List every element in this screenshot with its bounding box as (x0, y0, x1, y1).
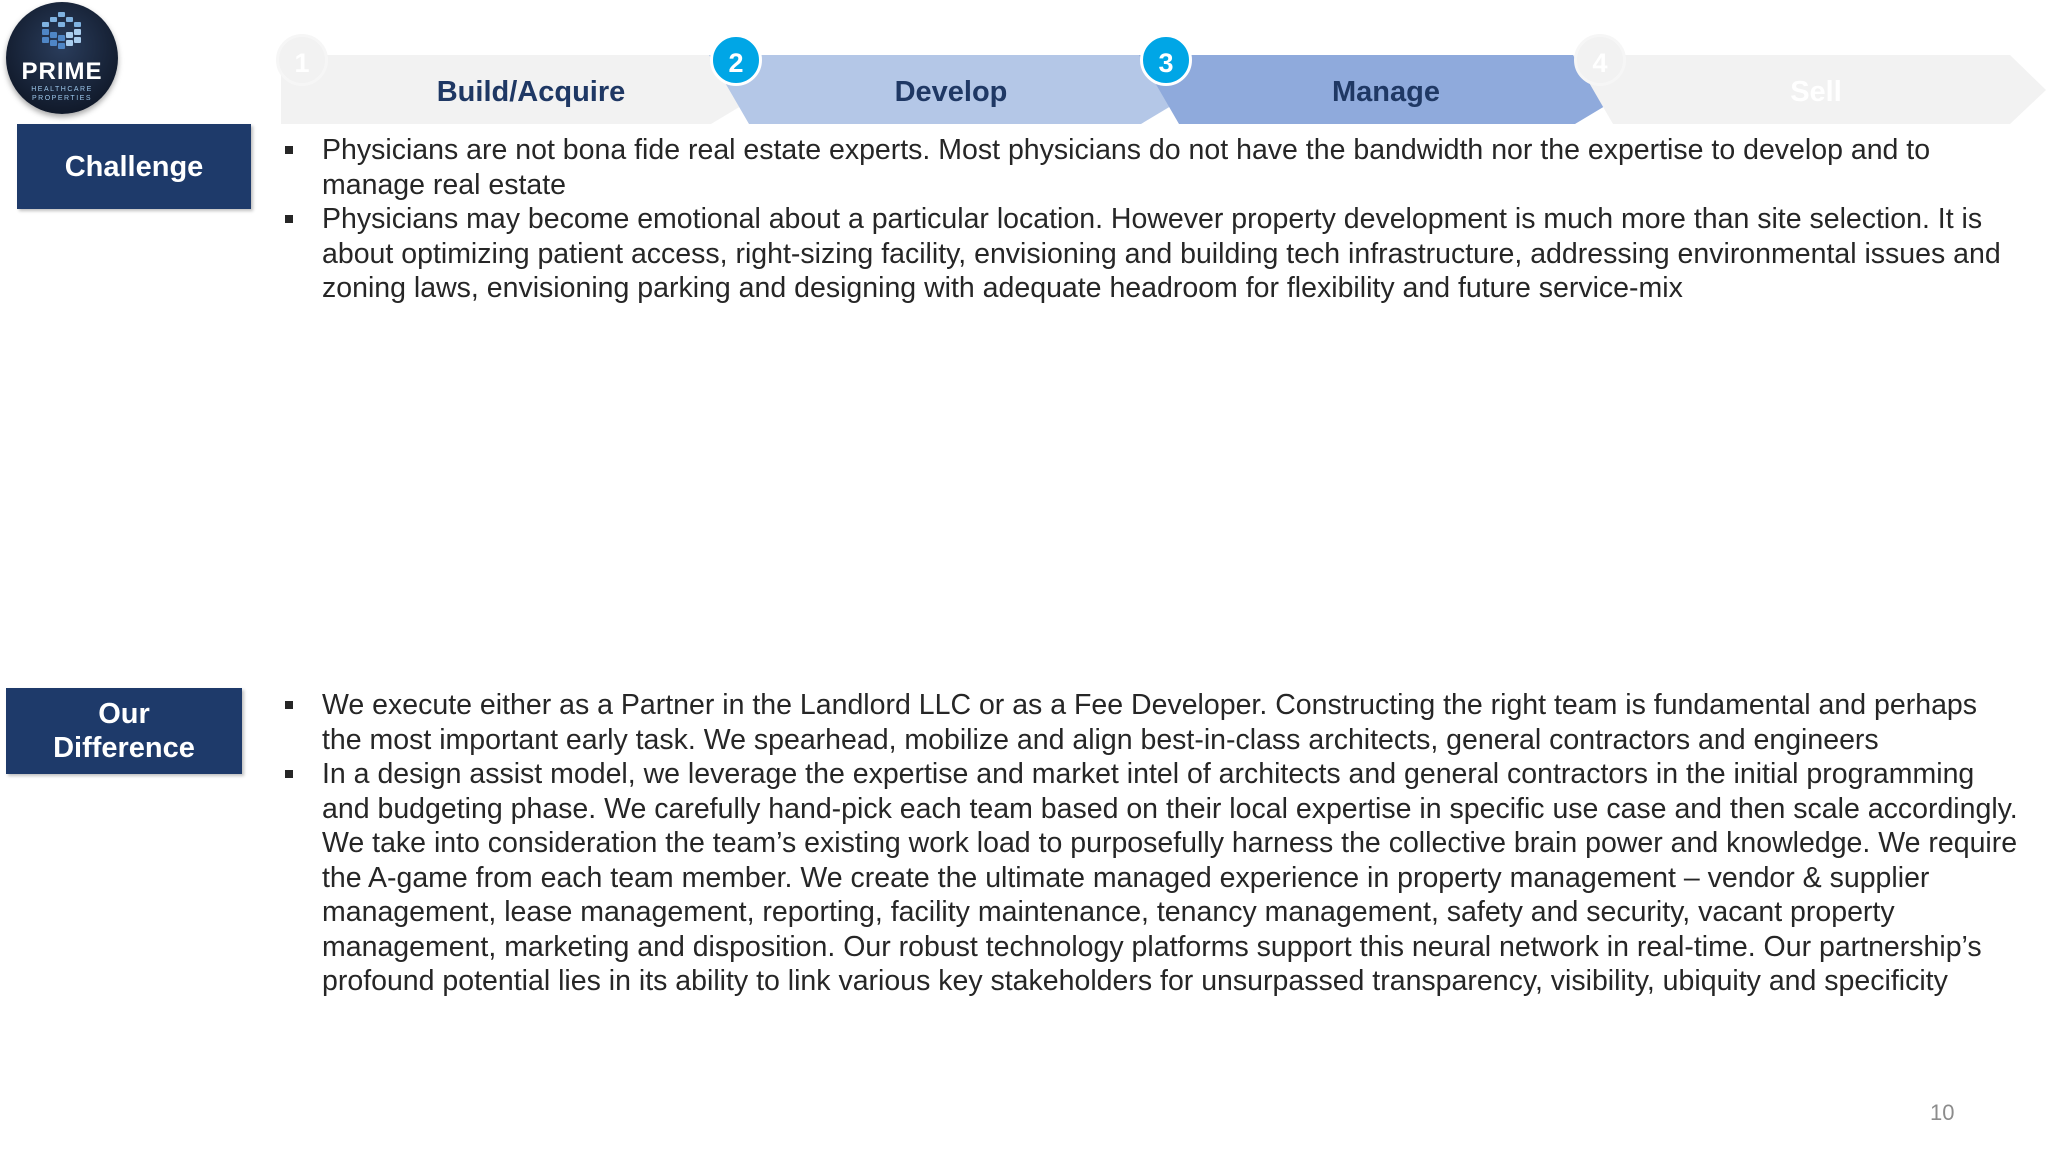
process-steps (276, 38, 2048, 128)
our-difference-label-line: Our (98, 698, 150, 730)
challenge-bullet-list (282, 133, 2022, 306)
logo-tagline: HEALTHCARE (31, 86, 93, 93)
challenge-label (17, 124, 251, 209)
difference-bullet: In a design assist model, we leverage the expertise and market intel of architects and general contractors in the initial programming and budgeting phase. We carefully hand-pick each team based on their local expertise in specific use case and then scale accordingly. We take into consideration the team’s existing work load to purposefully harness the collective brain power and knowledge. We require the A-game from each team member. We create the ultimate managed experience in property management – vendor & supplier management, lease management, reporting, facility maintenance, tenancy management, safety and security, vacant property management, marketing and disposition. Our robust technology platforms support this neural network in real-time. Our partnership’s profound potential lies in its ability to link various key stakeholders for unsurpassed transparency, visibility, ubiquity and specificity (282, 757, 2022, 999)
company-logo (6, 2, 118, 114)
step-number-badge: 3 (1140, 34, 1192, 86)
page-number: 10 (1930, 1100, 1955, 1125)
logo-wordmark: PRIME (21, 58, 103, 85)
challenge-bullet: Physicians are not bona fide real estate experts. Most physicians do not have the bandwidth nor the expertise to develop and to manage real estate (282, 133, 2022, 202)
challenge-label-text: Challenge (64, 150, 204, 183)
step-label-build-acquire: Build/Acquire (436, 76, 626, 108)
cube-logo-icon (36, 10, 88, 54)
difference-bullet-list (282, 688, 2022, 999)
step-label-manage: Manage (1332, 76, 1440, 108)
step-number-badge: 2 (710, 34, 762, 86)
step-label-sell: Sell (1790, 76, 1842, 108)
our-difference-label-line: Difference (53, 732, 195, 764)
challenge-bullet: Physicians may become emotional about a particular location. However property development is much more than site selection. It is about optimizing patient access, right-sizing facility, envisioning and building tech infrastructure, addressing environmental issues and zoning laws, envisioning parking and designing with adequate headroom for flexibility and future service-mix (282, 202, 2022, 306)
logo-tagline: PROPERTIES (32, 95, 92, 102)
our-difference-label (6, 688, 242, 774)
difference-bullet: We execute either as a Partner in the Landlord LLC or as a Fee Developer. Constructing the right team is fundamental and perhaps the most important early task. We spearhead, mobilize and align best-in-class architects, general contractors and engineers (282, 688, 2022, 757)
step-number-badge: 1 (276, 34, 328, 86)
step-label-develop: Develop (894, 76, 1008, 108)
step-number-badge: 4 (1574, 34, 1626, 86)
